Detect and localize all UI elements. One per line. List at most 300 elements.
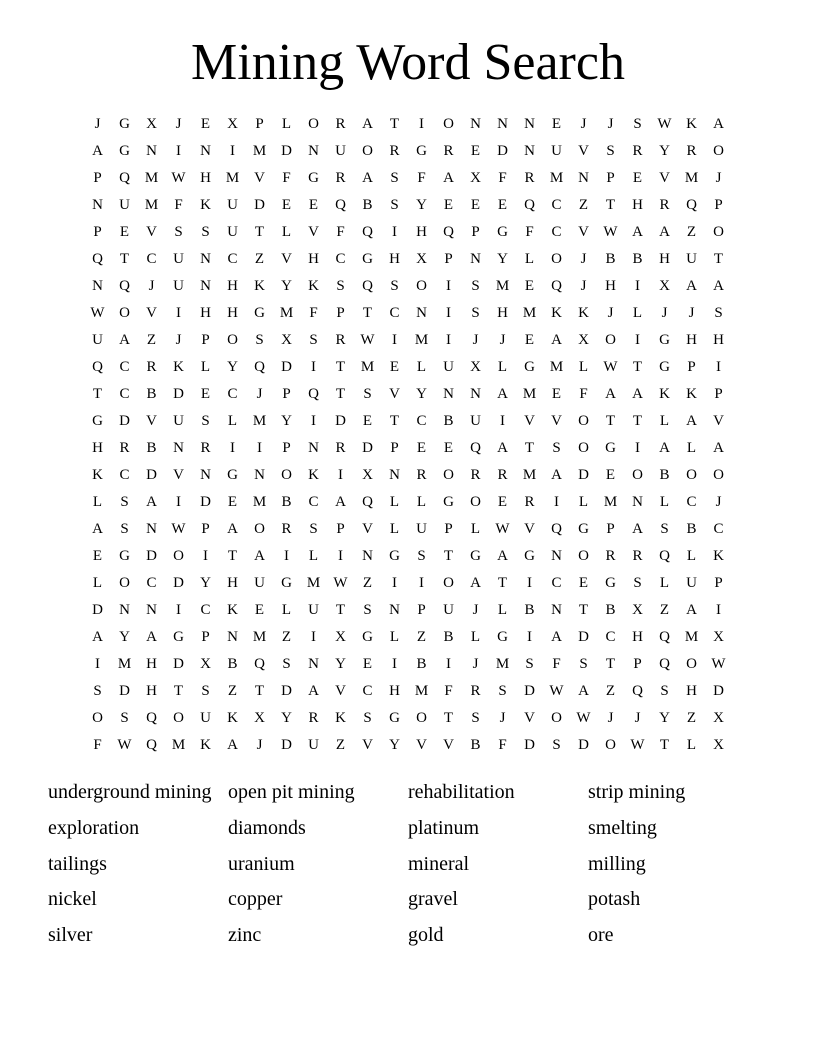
grid-letter[interactable]: R — [524, 494, 535, 510]
grid-letter[interactable]: L — [497, 359, 508, 375]
grid-letter[interactable]: E — [119, 224, 130, 240]
grid-letter[interactable]: O — [686, 467, 697, 483]
grid-letter[interactable]: S — [633, 575, 642, 591]
grid-letter[interactable]: J — [175, 332, 182, 348]
grid-letter[interactable]: W — [603, 224, 618, 240]
grid-letter[interactable]: L — [659, 494, 670, 510]
grid-letter[interactable]: W — [630, 737, 645, 753]
grid-letter[interactable]: Z — [605, 683, 616, 699]
grid-letter[interactable]: H — [605, 278, 616, 294]
grid-letter[interactable]: Q — [551, 278, 562, 294]
grid-letter[interactable]: O — [443, 575, 454, 591]
grid-letter[interactable]: R — [659, 197, 670, 213]
grid-letter[interactable]: T — [632, 359, 643, 375]
grid-letter[interactable]: H — [227, 305, 238, 321]
grid-letter[interactable]: G — [605, 440, 616, 456]
grid-letter[interactable]: B — [146, 386, 157, 402]
grid-letter[interactable]: O — [551, 710, 562, 726]
grid-letter[interactable]: C — [389, 305, 400, 321]
grid-letter[interactable]: Y — [416, 386, 427, 402]
grid-letter[interactable]: M — [144, 197, 159, 213]
grid-letter[interactable]: S — [660, 683, 669, 699]
grid-letter[interactable]: T — [335, 359, 346, 375]
grid-letter[interactable]: D — [119, 683, 130, 699]
grid-letter[interactable]: A — [632, 386, 643, 402]
grid-letter[interactable]: M — [360, 359, 375, 375]
grid-letter[interactable]: D — [497, 143, 508, 159]
grid-letter[interactable]: U — [308, 602, 319, 618]
grid-letter[interactable]: E — [200, 116, 211, 132]
grid-letter[interactable]: E — [416, 440, 427, 456]
grid-letter[interactable]: Q — [632, 683, 643, 699]
grid-letter[interactable]: L — [524, 251, 535, 267]
grid-letter[interactable]: C — [551, 575, 562, 591]
grid-letter[interactable]: O — [227, 332, 238, 348]
grid-letter[interactable]: I — [203, 548, 208, 564]
grid-letter[interactable]: D — [119, 413, 130, 429]
grid-letter[interactable]: D — [578, 737, 589, 753]
grid-letter[interactable]: U — [335, 143, 346, 159]
grid-letter[interactable]: I — [176, 602, 181, 618]
grid-letter[interactable]: W — [333, 575, 348, 591]
grid-letter[interactable]: K — [308, 467, 319, 483]
grid-letter[interactable]: J — [499, 332, 506, 348]
grid-letter[interactable]: S — [174, 224, 183, 240]
grid-letter[interactable]: E — [470, 143, 481, 159]
grid-letter[interactable]: R — [470, 683, 481, 699]
grid-letter[interactable]: O — [308, 116, 319, 132]
grid-letter[interactable]: D — [281, 359, 292, 375]
grid-letter[interactable]: W — [90, 305, 105, 321]
grid-letter[interactable]: B — [659, 467, 670, 483]
grid-letter[interactable]: R — [470, 467, 481, 483]
grid-letter[interactable]: U — [173, 413, 184, 429]
grid-letter[interactable]: O — [686, 656, 697, 672]
grid-letter[interactable]: M — [279, 305, 294, 321]
grid-letter[interactable]: K — [686, 116, 697, 132]
grid-letter[interactable]: S — [471, 278, 480, 294]
grid-letter[interactable]: G — [308, 170, 319, 186]
grid-letter[interactable]: V — [416, 737, 427, 753]
grid-letter[interactable]: K — [659, 386, 670, 402]
grid-letter[interactable]: T — [497, 575, 508, 591]
grid-letter[interactable]: S — [552, 737, 561, 753]
grid-letter[interactable]: A — [443, 170, 454, 186]
grid-letter[interactable]: U — [254, 575, 265, 591]
grid-letter[interactable]: E — [632, 170, 643, 186]
grid-letter[interactable]: K — [335, 710, 346, 726]
grid-letter[interactable]: V — [362, 521, 373, 537]
grid-letter[interactable]: O — [443, 116, 454, 132]
grid-letter[interactable]: B — [605, 251, 616, 267]
grid-letter[interactable]: Q — [659, 548, 670, 564]
grid-letter[interactable]: D — [281, 737, 292, 753]
grid-letter[interactable]: O — [578, 440, 589, 456]
grid-letter[interactable]: L — [281, 224, 292, 240]
grid-letter[interactable]: N — [92, 278, 103, 294]
grid-letter[interactable]: R — [335, 440, 346, 456]
grid-letter[interactable]: Q — [92, 359, 103, 375]
grid-letter[interactable]: E — [551, 386, 562, 402]
grid-letter[interactable]: H — [659, 251, 670, 267]
grid-letter[interactable]: L — [92, 494, 103, 510]
grid-letter[interactable]: L — [470, 629, 481, 645]
grid-letter[interactable]: G — [605, 575, 616, 591]
grid-letter[interactable]: O — [443, 467, 454, 483]
grid-letter[interactable]: L — [578, 359, 589, 375]
grid-letter[interactable]: O — [713, 224, 724, 240]
grid-letter[interactable]: X — [362, 467, 373, 483]
grid-letter[interactable]: L — [389, 494, 400, 510]
grid-letter[interactable]: Q — [254, 359, 265, 375]
grid-letter[interactable]: K — [200, 737, 211, 753]
grid-letter[interactable]: E — [578, 575, 589, 591]
grid-letter[interactable]: D — [578, 467, 589, 483]
grid-letter[interactable]: N — [308, 143, 319, 159]
grid-letter[interactable]: P — [417, 602, 426, 618]
grid-letter[interactable]: I — [527, 629, 532, 645]
grid-letter[interactable]: P — [714, 575, 723, 591]
grid-letter[interactable]: A — [92, 521, 103, 537]
grid-letter[interactable]: A — [119, 332, 130, 348]
grid-letter[interactable]: F — [174, 197, 183, 213]
grid-letter[interactable]: Q — [308, 386, 319, 402]
grid-letter[interactable]: S — [363, 602, 372, 618]
grid-letter[interactable]: O — [119, 575, 130, 591]
grid-letter[interactable]: L — [416, 359, 427, 375]
grid-letter[interactable]: C — [119, 359, 130, 375]
grid-letter[interactable]: L — [389, 521, 400, 537]
grid-letter[interactable]: L — [659, 575, 670, 591]
grid-letter[interactable]: W — [603, 359, 618, 375]
grid-letter[interactable]: L — [308, 548, 319, 564]
grid-letter[interactable]: T — [632, 413, 643, 429]
grid-letter[interactable]: X — [281, 332, 292, 348]
grid-letter[interactable]: S — [201, 413, 210, 429]
grid-letter[interactable]: R — [146, 359, 157, 375]
grid-letter[interactable]: X — [470, 359, 481, 375]
grid-letter[interactable]: L — [92, 575, 103, 591]
grid-letter[interactable]: P — [201, 332, 210, 348]
grid-letter[interactable]: K — [551, 305, 562, 321]
grid-letter[interactable]: J — [94, 116, 101, 132]
grid-letter[interactable]: T — [173, 683, 184, 699]
grid-letter[interactable]: O — [173, 710, 184, 726]
grid-letter[interactable]: X — [632, 602, 643, 618]
grid-letter[interactable]: R — [416, 467, 427, 483]
grid-letter[interactable]: E — [227, 494, 238, 510]
grid-letter[interactable]: Q — [362, 278, 373, 294]
grid-letter[interactable]: B — [443, 629, 454, 645]
grid-letter[interactable]: E — [92, 548, 103, 564]
grid-letter[interactable]: T — [389, 413, 400, 429]
grid-letter[interactable]: W — [576, 710, 591, 726]
grid-letter[interactable]: X — [227, 116, 238, 132]
grid-letter[interactable]: U — [551, 143, 562, 159]
grid-letter[interactable]: N — [551, 602, 562, 618]
grid-letter[interactable]: I — [635, 440, 640, 456]
grid-letter[interactable]: P — [471, 224, 480, 240]
grid-letter[interactable]: L — [686, 737, 697, 753]
grid-letter[interactable]: S — [120, 494, 129, 510]
grid-letter[interactable]: Q — [470, 440, 481, 456]
grid-letter[interactable]: S — [714, 305, 723, 321]
grid-letter[interactable]: W — [171, 521, 186, 537]
grid-letter[interactable]: C — [308, 494, 319, 510]
grid-letter[interactable]: T — [254, 683, 265, 699]
grid-letter[interactable]: B — [524, 602, 535, 618]
grid-letter[interactable]: U — [686, 575, 697, 591]
grid-letter[interactable]: T — [659, 737, 670, 753]
grid-letter[interactable]: Z — [686, 224, 697, 240]
grid-letter[interactable]: S — [363, 710, 372, 726]
grid-letter[interactable]: C — [227, 386, 238, 402]
grid-letter[interactable]: X — [416, 251, 427, 267]
grid-letter[interactable]: J — [472, 656, 479, 672]
grid-letter[interactable]: L — [281, 602, 292, 618]
grid-letter[interactable]: C — [551, 197, 562, 213]
grid-letter[interactable]: I — [446, 332, 451, 348]
grid-letter[interactable]: A — [227, 521, 238, 537]
grid-letter[interactable]: B — [443, 413, 454, 429]
grid-letter[interactable]: G — [497, 629, 508, 645]
grid-letter[interactable]: F — [93, 737, 102, 753]
grid-letter[interactable]: V — [551, 413, 562, 429]
grid-letter[interactable]: H — [686, 332, 697, 348]
grid-letter[interactable]: L — [686, 548, 697, 564]
grid-letter[interactable]: V — [146, 224, 157, 240]
grid-letter[interactable]: N — [146, 143, 157, 159]
grid-letter[interactable]: H — [308, 251, 319, 267]
grid-letter[interactable]: V — [389, 386, 400, 402]
grid-letter[interactable]: R — [497, 467, 508, 483]
grid-letter[interactable]: J — [580, 116, 587, 132]
grid-letter[interactable]: Y — [389, 737, 400, 753]
grid-letter[interactable]: I — [311, 359, 316, 375]
grid-letter[interactable]: D — [146, 548, 157, 564]
grid-letter[interactable]: C — [119, 467, 130, 483]
grid-letter[interactable]: E — [524, 332, 535, 348]
grid-letter[interactable]: I — [230, 143, 235, 159]
grid-letter[interactable]: L — [686, 440, 697, 456]
grid-letter[interactable]: P — [633, 656, 642, 672]
grid-letter[interactable]: J — [688, 305, 695, 321]
grid-letter[interactable]: S — [201, 683, 210, 699]
grid-letter[interactable]: C — [335, 251, 346, 267]
grid-letter[interactable]: P — [93, 170, 102, 186]
grid-letter[interactable]: G — [443, 494, 454, 510]
grid-letter[interactable]: I — [446, 656, 451, 672]
grid-letter[interactable]: N — [389, 467, 400, 483]
grid-letter[interactable]: D — [362, 440, 373, 456]
grid-letter[interactable]: U — [119, 197, 130, 213]
grid-letter[interactable]: N — [578, 170, 589, 186]
grid-letter[interactable]: V — [524, 710, 535, 726]
grid-letter[interactable]: N — [443, 386, 454, 402]
grid-letter[interactable]: L — [470, 521, 481, 537]
grid-letter[interactable]: G — [389, 548, 400, 564]
grid-letter[interactable]: N — [524, 116, 535, 132]
grid-letter[interactable]: O — [119, 305, 130, 321]
grid-letter[interactable]: G — [470, 548, 481, 564]
grid-letter[interactable]: O — [551, 251, 562, 267]
grid-letter[interactable]: E — [308, 197, 319, 213]
grid-letter[interactable]: S — [471, 305, 480, 321]
grid-letter[interactable]: M — [306, 575, 321, 591]
grid-letter[interactable]: I — [95, 656, 100, 672]
grid-letter[interactable]: R — [200, 440, 211, 456]
grid-letter[interactable]: C — [551, 224, 562, 240]
grid-letter[interactable]: P — [714, 197, 723, 213]
grid-letter[interactable]: Q — [335, 197, 346, 213]
grid-letter[interactable]: N — [632, 494, 643, 510]
grid-letter[interactable]: A — [470, 575, 481, 591]
grid-letter[interactable]: R — [335, 116, 346, 132]
grid-letter[interactable]: S — [309, 332, 318, 348]
grid-letter[interactable]: R — [281, 521, 292, 537]
grid-letter[interactable]: Y — [335, 656, 346, 672]
grid-letter[interactable]: Y — [281, 710, 292, 726]
grid-letter[interactable]: H — [200, 170, 211, 186]
grid-letter[interactable]: B — [686, 521, 697, 537]
grid-letter[interactable]: X — [335, 629, 346, 645]
grid-letter[interactable]: Q — [686, 197, 697, 213]
grid-letter[interactable]: V — [254, 170, 265, 186]
grid-letter[interactable]: L — [227, 413, 238, 429]
grid-letter[interactable]: U — [686, 251, 697, 267]
grid-letter[interactable]: B — [605, 602, 616, 618]
grid-letter[interactable]: T — [713, 251, 724, 267]
grid-letter[interactable]: V — [335, 683, 346, 699]
grid-letter[interactable]: R — [524, 170, 535, 186]
grid-letter[interactable]: Q — [146, 737, 157, 753]
grid-letter[interactable]: Z — [416, 629, 427, 645]
grid-letter[interactable]: T — [578, 602, 589, 618]
grid-letter[interactable]: K — [713, 548, 724, 564]
grid-letter[interactable]: A — [551, 629, 562, 645]
grid-letter[interactable]: I — [257, 440, 262, 456]
grid-letter[interactable]: Z — [578, 197, 589, 213]
grid-letter[interactable]: C — [227, 251, 238, 267]
grid-letter[interactable]: B — [632, 251, 643, 267]
grid-letter[interactable]: Z — [146, 332, 157, 348]
grid-letter[interactable]: E — [362, 656, 373, 672]
grid-letter[interactable]: D — [335, 413, 346, 429]
grid-letter[interactable]: N — [146, 521, 157, 537]
grid-letter[interactable]: X — [659, 278, 670, 294]
grid-letter[interactable]: S — [660, 521, 669, 537]
grid-letter[interactable]: M — [495, 278, 510, 294]
grid-letter[interactable]: B — [470, 737, 481, 753]
grid-letter[interactable]: V — [443, 737, 454, 753]
grid-letter[interactable]: A — [227, 737, 238, 753]
grid-letter[interactable]: N — [200, 143, 211, 159]
grid-letter[interactable]: C — [713, 521, 724, 537]
grid-letter[interactable]: B — [362, 197, 373, 213]
grid-letter[interactable]: I — [176, 305, 181, 321]
grid-letter[interactable]: N — [470, 386, 481, 402]
grid-letter[interactable]: P — [390, 440, 399, 456]
grid-letter[interactable]: N — [416, 305, 427, 321]
grid-letter[interactable]: H — [686, 683, 697, 699]
grid-letter[interactable]: Z — [254, 251, 265, 267]
grid-letter[interactable]: R — [605, 548, 616, 564]
grid-letter[interactable]: A — [335, 494, 346, 510]
grid-letter[interactable]: F — [282, 170, 291, 186]
grid-letter[interactable]: N — [92, 197, 103, 213]
grid-letter[interactable]: N — [470, 116, 481, 132]
grid-letter[interactable]: E — [524, 278, 535, 294]
grid-letter[interactable]: G — [362, 251, 373, 267]
grid-letter[interactable]: G — [524, 359, 535, 375]
grid-letter[interactable]: E — [362, 413, 373, 429]
grid-letter[interactable]: I — [392, 332, 397, 348]
grid-letter[interactable]: M — [252, 143, 267, 159]
grid-letter[interactable]: I — [311, 413, 316, 429]
grid-letter[interactable]: J — [175, 116, 182, 132]
grid-letter[interactable]: A — [632, 224, 643, 240]
grid-letter[interactable]: R — [632, 548, 643, 564]
grid-letter[interactable]: O — [173, 548, 184, 564]
grid-letter[interactable]: Q — [92, 251, 103, 267]
grid-letter[interactable]: A — [362, 170, 373, 186]
grid-letter[interactable]: H — [227, 575, 238, 591]
grid-letter[interactable]: G — [119, 143, 130, 159]
grid-letter[interactable]: L — [281, 116, 292, 132]
grid-letter[interactable]: G — [281, 575, 292, 591]
grid-letter[interactable]: H — [713, 332, 724, 348]
grid-letter[interactable]: Y — [281, 278, 292, 294]
grid-letter[interactable]: G — [254, 305, 265, 321]
grid-letter[interactable]: H — [416, 224, 427, 240]
grid-letter[interactable]: F — [309, 305, 318, 321]
grid-letter[interactable]: S — [282, 656, 291, 672]
grid-letter[interactable]: J — [499, 710, 506, 726]
grid-letter[interactable]: I — [338, 548, 343, 564]
grid-letter[interactable]: S — [363, 386, 372, 402]
grid-letter[interactable]: G — [416, 143, 427, 159]
grid-letter[interactable]: K — [92, 467, 103, 483]
grid-letter[interactable]: H — [200, 305, 211, 321]
grid-letter[interactable]: T — [605, 197, 616, 213]
grid-letter[interactable]: D — [173, 575, 184, 591]
grid-letter[interactable]: P — [255, 116, 264, 132]
grid-letter[interactable]: C — [146, 251, 157, 267]
grid-letter[interactable]: X — [713, 737, 724, 753]
grid-letter[interactable]: J — [661, 305, 668, 321]
grid-letter[interactable]: N — [551, 548, 562, 564]
grid-letter[interactable]: A — [551, 332, 562, 348]
grid-letter[interactable]: C — [686, 494, 697, 510]
grid-letter[interactable]: D — [146, 467, 157, 483]
grid-letter[interactable]: I — [635, 278, 640, 294]
grid-letter[interactable]: Y — [659, 710, 670, 726]
grid-letter[interactable]: K — [578, 305, 589, 321]
grid-letter[interactable]: T — [92, 386, 103, 402]
grid-letter[interactable]: M — [252, 494, 267, 510]
grid-letter[interactable]: I — [176, 494, 181, 510]
grid-letter[interactable]: A — [497, 548, 508, 564]
grid-letter[interactable]: A — [146, 494, 157, 510]
grid-letter[interactable]: G — [362, 629, 373, 645]
grid-letter[interactable]: O — [416, 710, 427, 726]
grid-letter[interactable]: P — [201, 521, 210, 537]
grid-letter[interactable]: T — [254, 224, 265, 240]
grid-letter[interactable]: U — [308, 737, 319, 753]
grid-letter[interactable]: V — [281, 251, 292, 267]
grid-letter[interactable]: J — [472, 602, 479, 618]
grid-letter[interactable]: D — [173, 386, 184, 402]
